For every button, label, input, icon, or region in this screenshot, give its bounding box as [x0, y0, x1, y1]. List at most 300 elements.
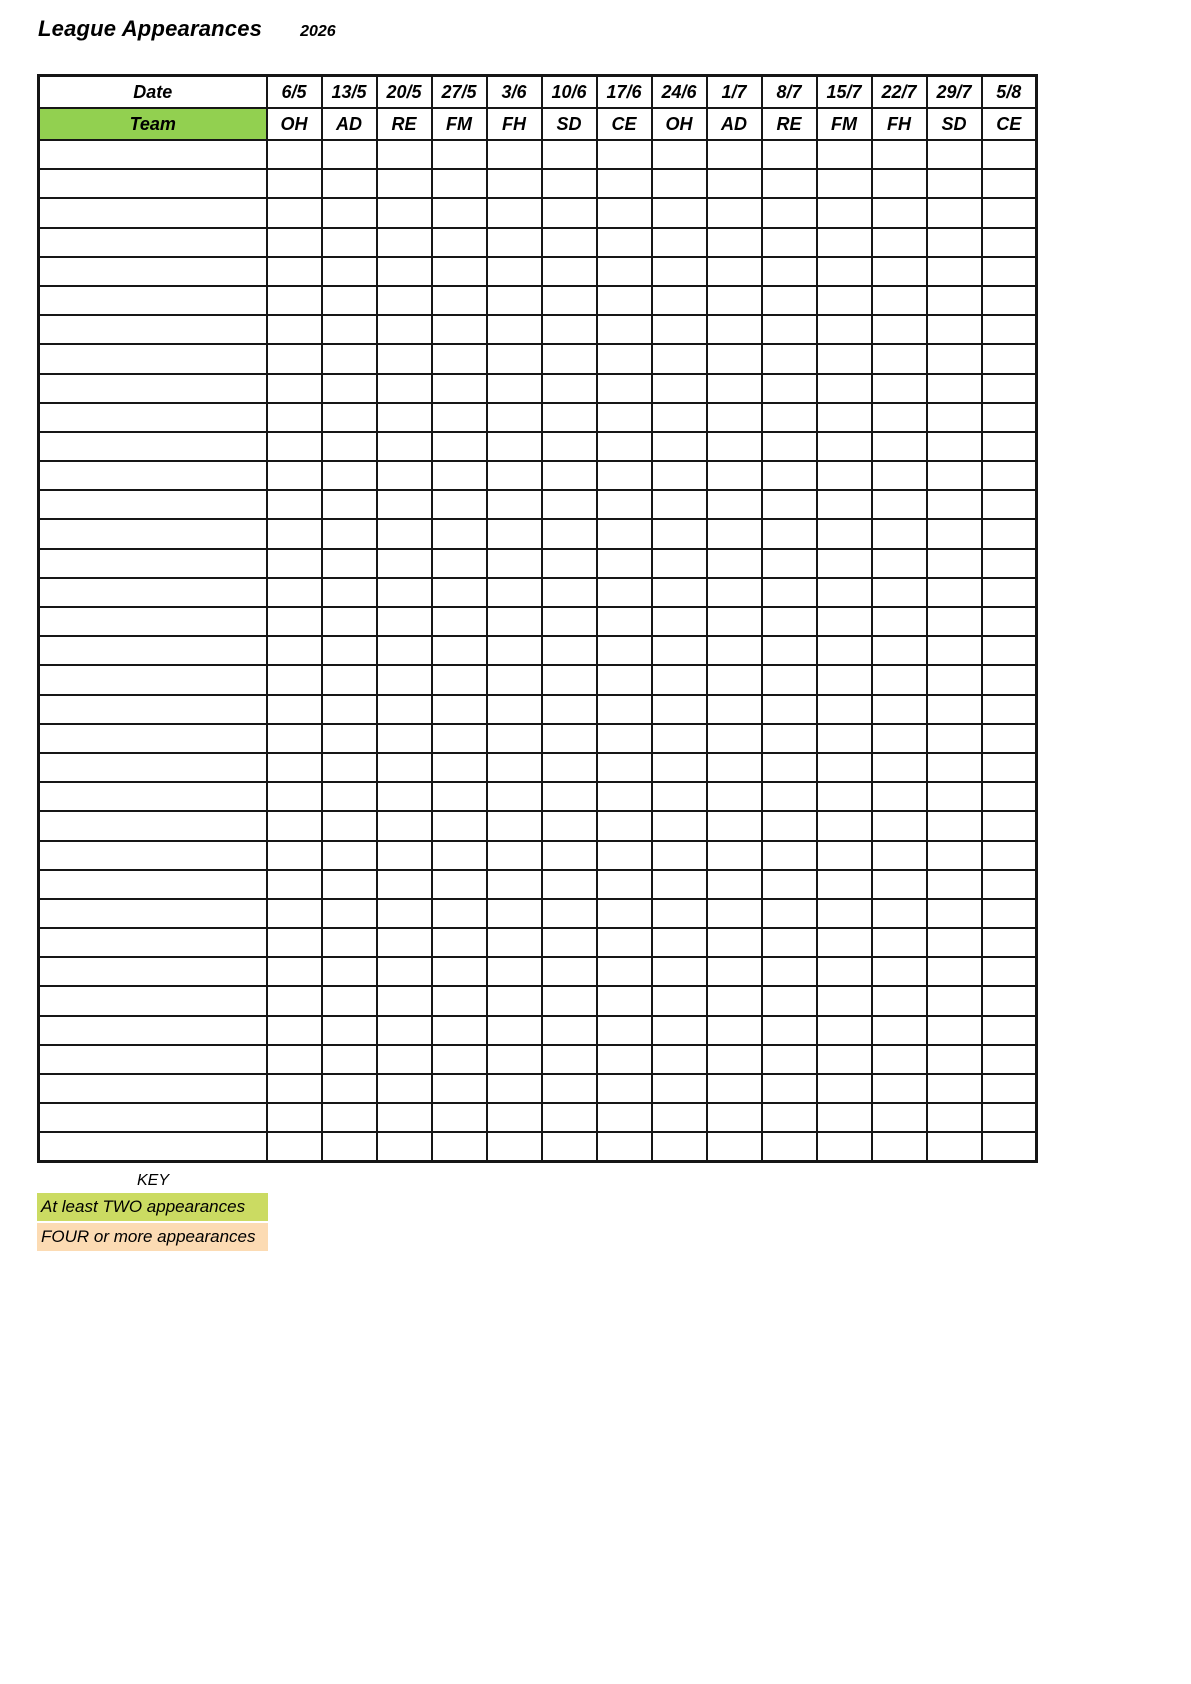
grid-cell — [267, 461, 322, 490]
grid-cell — [927, 1074, 982, 1103]
grid-cell — [707, 257, 762, 286]
grid-cell — [432, 986, 487, 1015]
grid-cell — [267, 228, 322, 257]
date-cell: 27/5 — [432, 76, 487, 109]
grid-cell — [707, 286, 762, 315]
row-label-cell — [39, 841, 267, 870]
grid-cell — [542, 841, 597, 870]
grid-cell — [762, 607, 817, 636]
grid-cell — [597, 461, 652, 490]
grid-cell — [487, 928, 542, 957]
grid-cell — [267, 695, 322, 724]
grid-cell — [267, 403, 322, 432]
grid-cell — [322, 461, 377, 490]
grid-cell — [872, 753, 927, 782]
grid-cell — [707, 636, 762, 665]
table-row — [39, 169, 1037, 198]
grid-cell — [432, 228, 487, 257]
team-cell: AD — [707, 108, 762, 140]
grid-cell — [652, 957, 707, 986]
grid-cell — [652, 432, 707, 461]
grid-cell — [707, 870, 762, 899]
row-label-cell — [39, 1132, 267, 1161]
table-row — [39, 899, 1037, 928]
grid-cell — [872, 461, 927, 490]
grid-cell — [982, 257, 1037, 286]
grid-cell — [762, 519, 817, 548]
grid-cell — [707, 665, 762, 694]
grid-cell — [542, 578, 597, 607]
grid-cell — [597, 928, 652, 957]
grid-cell — [267, 519, 322, 548]
grid-cell — [817, 549, 872, 578]
grid-cell — [487, 1045, 542, 1074]
row-label-cell — [39, 549, 267, 578]
grid-cell — [377, 870, 432, 899]
grid-cell — [542, 198, 597, 227]
team-cell: OH — [267, 108, 322, 140]
grid-cell — [542, 490, 597, 519]
grid-cell — [322, 841, 377, 870]
grid-cell — [982, 695, 1037, 724]
grid-cell — [432, 1132, 487, 1161]
grid-cell — [597, 374, 652, 403]
grid-cell — [377, 695, 432, 724]
row-label-cell — [39, 198, 267, 227]
grid-cell — [432, 841, 487, 870]
grid-cell — [597, 198, 652, 227]
grid-cell — [817, 957, 872, 986]
grid-cell — [872, 228, 927, 257]
grid-cell — [432, 695, 487, 724]
grid-cell — [927, 490, 982, 519]
date-cell: 6/5 — [267, 76, 322, 109]
grid-cell — [597, 665, 652, 694]
grid-cell — [542, 1132, 597, 1161]
grid-cell — [817, 1074, 872, 1103]
grid-cell — [487, 257, 542, 286]
grid-cell — [432, 286, 487, 315]
grid-cell — [707, 315, 762, 344]
grid-cell — [652, 841, 707, 870]
grid-cell — [487, 753, 542, 782]
team-cell: AD — [322, 108, 377, 140]
grid-cell — [817, 519, 872, 548]
table-row — [39, 957, 1037, 986]
table-row — [39, 461, 1037, 490]
grid-cell — [487, 315, 542, 344]
grid-cell — [322, 315, 377, 344]
grid-cell — [432, 899, 487, 928]
grid-cell — [377, 636, 432, 665]
grid-cell — [267, 724, 322, 753]
row-label-cell — [39, 403, 267, 432]
grid-cell — [487, 461, 542, 490]
table-row — [39, 403, 1037, 432]
grid-cell — [322, 753, 377, 782]
date-cell: 10/6 — [542, 76, 597, 109]
grid-cell — [652, 695, 707, 724]
grid-cell — [597, 257, 652, 286]
grid-cell — [267, 344, 322, 373]
grid-cell — [487, 1103, 542, 1132]
grid-cell — [817, 899, 872, 928]
grid-cell — [707, 374, 762, 403]
date-cell: 20/5 — [377, 76, 432, 109]
grid-cell — [432, 257, 487, 286]
grid-cell — [652, 811, 707, 840]
grid-cell — [322, 169, 377, 198]
grid-cell — [927, 1103, 982, 1132]
grid-cell — [542, 519, 597, 548]
row-label-cell — [39, 490, 267, 519]
grid-cell — [432, 169, 487, 198]
grid-cell — [267, 1074, 322, 1103]
row-label-cell — [39, 432, 267, 461]
grid-cell — [542, 374, 597, 403]
row-label-cell — [39, 724, 267, 753]
grid-cell — [322, 344, 377, 373]
row-label-cell — [39, 140, 267, 169]
grid-cell — [267, 782, 322, 811]
grid-cell — [432, 1016, 487, 1045]
row-label-cell — [39, 1074, 267, 1103]
grid-cell — [982, 140, 1037, 169]
grid-cell — [707, 986, 762, 1015]
grid-cell — [652, 461, 707, 490]
table-row — [39, 432, 1037, 461]
team-cell: SD — [542, 108, 597, 140]
grid-cell — [267, 140, 322, 169]
grid-cell — [322, 578, 377, 607]
date-cell: 5/8 — [982, 76, 1037, 109]
grid-cell — [377, 899, 432, 928]
grid-cell — [377, 928, 432, 957]
grid-cell — [817, 461, 872, 490]
grid-cell — [322, 1103, 377, 1132]
grid-cell — [322, 1132, 377, 1161]
grid-cell — [322, 286, 377, 315]
grid-cell — [432, 519, 487, 548]
grid-cell — [542, 432, 597, 461]
date-header-row — [39, 76, 1037, 109]
grid-cell — [267, 169, 322, 198]
grid-cell — [927, 169, 982, 198]
grid-cell — [982, 1074, 1037, 1103]
grid-cell — [597, 1103, 652, 1132]
grid-cell — [432, 578, 487, 607]
grid-cell — [432, 490, 487, 519]
grid-cell — [377, 1132, 432, 1161]
grid-cell — [872, 695, 927, 724]
grid-cell — [542, 1103, 597, 1132]
grid-cell — [652, 286, 707, 315]
grid-cell — [927, 315, 982, 344]
grid-cell — [322, 549, 377, 578]
grid-cell — [487, 957, 542, 986]
grid-cell — [927, 665, 982, 694]
grid-cell — [267, 286, 322, 315]
grid-cell — [982, 344, 1037, 373]
grid-cell — [267, 374, 322, 403]
grid-cell — [322, 257, 377, 286]
grid-cell — [707, 724, 762, 753]
row-label-cell — [39, 169, 267, 198]
grid-cell — [487, 228, 542, 257]
grid-cell — [377, 957, 432, 986]
grid-cell — [762, 461, 817, 490]
grid-cell — [432, 432, 487, 461]
grid-cell — [432, 344, 487, 373]
grid-cell — [762, 140, 817, 169]
grid-cell — [267, 841, 322, 870]
grid-cell — [982, 1103, 1037, 1132]
grid-cell — [597, 169, 652, 198]
grid-cell — [652, 519, 707, 548]
row-label-cell — [39, 986, 267, 1015]
grid-cell — [927, 519, 982, 548]
grid-cell — [817, 753, 872, 782]
grid-cell — [872, 344, 927, 373]
grid-cell — [927, 607, 982, 636]
key-title: KEY — [137, 1172, 170, 1189]
grid-cell — [487, 1016, 542, 1045]
grid-cell — [762, 1103, 817, 1132]
table-row — [39, 578, 1037, 607]
grid-cell — [817, 344, 872, 373]
grid-cell — [597, 549, 652, 578]
grid-cell — [432, 140, 487, 169]
row-label-cell — [39, 461, 267, 490]
grid-cell — [927, 1016, 982, 1045]
grid-cell — [707, 549, 762, 578]
team-cell: FH — [487, 108, 542, 140]
grid-cell — [542, 1016, 597, 1045]
grid-cell — [487, 665, 542, 694]
row-label-cell — [39, 928, 267, 957]
grid-cell — [267, 1103, 322, 1132]
table-row — [39, 1103, 1037, 1132]
table-row — [39, 724, 1037, 753]
grid-cell — [817, 870, 872, 899]
grid-cell — [872, 899, 927, 928]
grid-cell — [377, 286, 432, 315]
grid-cell — [927, 286, 982, 315]
date-label-cell: Date — [39, 76, 267, 109]
grid-cell — [597, 490, 652, 519]
grid-cell — [377, 519, 432, 548]
grid-cell — [982, 1016, 1037, 1045]
grid-cell — [432, 870, 487, 899]
grid-cell — [542, 928, 597, 957]
grid-cell — [927, 140, 982, 169]
grid-cell — [982, 1045, 1037, 1074]
grid-cell — [707, 578, 762, 607]
grid-cell — [322, 724, 377, 753]
grid-cell — [707, 928, 762, 957]
grid-cell — [762, 753, 817, 782]
grid-cell — [597, 344, 652, 373]
grid-cell — [982, 549, 1037, 578]
grid-cell — [817, 695, 872, 724]
grid-cell — [432, 198, 487, 227]
date-cell: 17/6 — [597, 76, 652, 109]
grid-cell — [597, 403, 652, 432]
grid-cell — [652, 490, 707, 519]
grid-cell — [817, 578, 872, 607]
grid-cell — [487, 519, 542, 548]
row-label-cell — [39, 519, 267, 548]
grid-cell — [652, 228, 707, 257]
grid-cell — [487, 198, 542, 227]
grid-cell — [377, 724, 432, 753]
grid-cell — [817, 1103, 872, 1132]
date-cell: 3/6 — [487, 76, 542, 109]
grid-cell — [762, 782, 817, 811]
grid-cell — [927, 724, 982, 753]
grid-cell — [817, 607, 872, 636]
grid-cell — [377, 432, 432, 461]
grid-cell — [652, 986, 707, 1015]
grid-cell — [817, 198, 872, 227]
grid-cell — [652, 665, 707, 694]
grid-cell — [762, 870, 817, 899]
grid-cell — [542, 724, 597, 753]
grid-cell — [487, 403, 542, 432]
grid-cell — [762, 344, 817, 373]
grid-cell — [927, 198, 982, 227]
grid-cell — [872, 169, 927, 198]
table-row — [39, 1074, 1037, 1103]
grid-cell — [652, 1016, 707, 1045]
grid-cell — [377, 753, 432, 782]
table-row — [39, 344, 1037, 373]
grid-cell — [872, 198, 927, 227]
table-row — [39, 928, 1037, 957]
grid-cell — [927, 841, 982, 870]
grid-cell — [872, 403, 927, 432]
grid-cell — [872, 957, 927, 986]
grid-cell — [817, 257, 872, 286]
grid-cell — [432, 549, 487, 578]
grid-cell — [377, 841, 432, 870]
grid-cell — [542, 753, 597, 782]
grid-cell — [377, 198, 432, 227]
grid-cell — [542, 257, 597, 286]
grid-cell — [817, 315, 872, 344]
grid-cell — [762, 549, 817, 578]
table-row — [39, 870, 1037, 899]
grid-cell — [872, 549, 927, 578]
grid-cell — [322, 636, 377, 665]
grid-cell — [322, 403, 377, 432]
grid-cell — [487, 140, 542, 169]
grid-cell — [432, 1074, 487, 1103]
grid-cell — [487, 169, 542, 198]
grid-cell — [872, 811, 927, 840]
grid-cell — [762, 1132, 817, 1161]
grid-cell — [707, 811, 762, 840]
row-label-cell — [39, 578, 267, 607]
row-label-cell — [39, 636, 267, 665]
grid-cell — [982, 782, 1037, 811]
grid-cell — [542, 344, 597, 373]
grid-cell — [267, 549, 322, 578]
grid-cell — [542, 811, 597, 840]
grid-cell — [927, 957, 982, 986]
row-label-cell — [39, 782, 267, 811]
grid-cell — [982, 841, 1037, 870]
grid-cell — [872, 986, 927, 1015]
row-label-cell — [39, 257, 267, 286]
grid-cell — [432, 607, 487, 636]
grid-cell — [322, 607, 377, 636]
grid-cell — [817, 811, 872, 840]
grid-cell — [322, 665, 377, 694]
grid-cell — [322, 1016, 377, 1045]
grid-cell — [652, 344, 707, 373]
grid-cell — [872, 490, 927, 519]
grid-cell — [267, 957, 322, 986]
grid-cell — [927, 811, 982, 840]
grid-cell — [817, 140, 872, 169]
grid-cell — [487, 1074, 542, 1103]
grid-cell — [927, 461, 982, 490]
date-cell: 24/6 — [652, 76, 707, 109]
grid-cell — [322, 928, 377, 957]
grid-cell — [377, 578, 432, 607]
grid-cell — [377, 490, 432, 519]
grid-cell — [817, 724, 872, 753]
row-label-cell — [39, 607, 267, 636]
grid-cell — [817, 286, 872, 315]
grid-cell — [762, 1074, 817, 1103]
table-row — [39, 315, 1037, 344]
grid-cell — [597, 899, 652, 928]
grid-cell — [762, 315, 817, 344]
table-row — [39, 1132, 1037, 1161]
row-label-cell — [39, 753, 267, 782]
grid-cell — [982, 870, 1037, 899]
grid-cell — [762, 1045, 817, 1074]
grid-cell — [817, 1045, 872, 1074]
grid-cell — [597, 811, 652, 840]
grid-cell — [817, 928, 872, 957]
grid-cell — [707, 519, 762, 548]
team-cell: CE — [982, 108, 1037, 140]
grid-cell — [432, 724, 487, 753]
grid-cell — [267, 665, 322, 694]
grid-cell — [377, 1045, 432, 1074]
grid-cell — [762, 957, 817, 986]
grid-cell — [542, 403, 597, 432]
grid-cell — [927, 899, 982, 928]
grid-cell — [707, 198, 762, 227]
row-label-cell — [39, 665, 267, 694]
grid-cell — [872, 870, 927, 899]
grid-cell — [762, 724, 817, 753]
grid-cell — [542, 665, 597, 694]
grid-cell — [927, 578, 982, 607]
grid-cell — [542, 286, 597, 315]
grid-cell — [762, 374, 817, 403]
table-row — [39, 286, 1037, 315]
grid-cell — [652, 1074, 707, 1103]
grid-cell — [982, 461, 1037, 490]
grid-cell — [652, 899, 707, 928]
table-row — [39, 140, 1037, 169]
grid-cell — [707, 841, 762, 870]
